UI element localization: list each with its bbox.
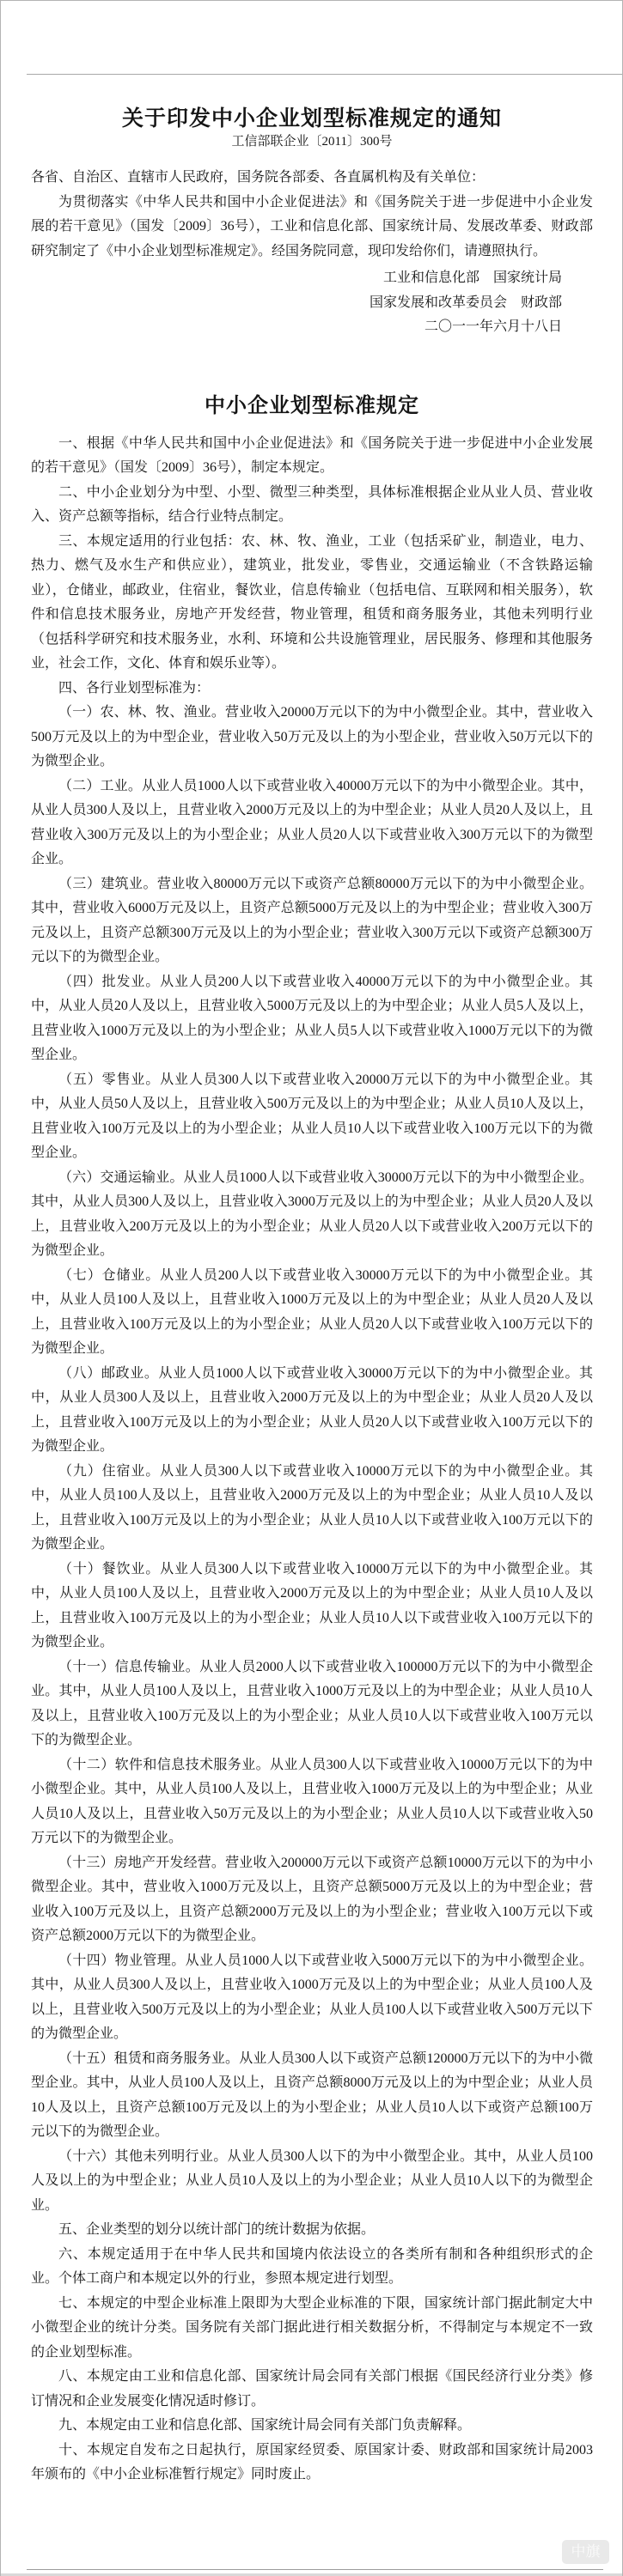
regulation-title: 中小企业划型标准规定 (205, 394, 419, 417)
regulation-paragraph: 二、中小企业划分为中型、小型、微型三种类型，具体标准根据企业从业人员、营业收入、资产总额等指标，结合行业特点制定。 (31, 484, 593, 524)
regulation-paragraph: （一）农、林、牧、渔业。营业收入20000万元以下的为中小微型企业。其中，营业收入500万元及以上的为中型企业，营业收入50万元及以上的为小型企业，营业收入50万元以下的为微型企业。 (31, 705, 593, 769)
preamble-paragraph: 为贯彻落实《中华人民共和国中小企业促进法》和《国务院关于进一步促进中小企业发展的若干意见》（国发〔2009〕36号），工业和信息化部、国家统计局、发展改革委、财政部研究制定了《中小企业划型标准规定》。经国务院同意，现印发给你们，请遵照执行。 (31, 194, 593, 258)
regulation-paragraph: 一、根据《中华人民共和国中小企业促进法》和《国务院关于进一步促进中小企业发展的若干意见》（国发〔2009〕36号），制定本规定。 (31, 435, 593, 475)
regulation-paragraph: 五、企业类型的划分以统计部门的统计数据为依据。 (58, 2222, 376, 2237)
regulation-paragraph: （六）交通运输业。从业人员1000人以下或营业收入30000万元以下的为中小微型企业。其中，从业人员300人及以上，且营业收入3000万元及以上的为中型企业；从业人员20人及以上，且营业收入200万元及以上的为小型企业；从业人员20人以下或营业收入200万元以下的为微型企业。 (31, 1170, 593, 1258)
regulation-paragraph: 十、本规定自发布之日起执行，原国家经贸委、原国家计委、财政部和国家统计局2003年颁布的《中小企业标准暂行规定》同时废止。 (31, 2442, 593, 2482)
footer-rule (27, 2569, 603, 2570)
regulation-paragraph: （十五）租赁和商务服务业。从业人员300人以下或资产总额120000万元以下的为中小微型企业。其中，从业人员100人及以上，且资产总额8000万元及以上的为中型企业；从业人员10人及以上，且资产总额100万元及以上的为小型企业；从业人员10人以下或资产总额100万元以下的为微型企业。 (31, 2050, 593, 2139)
regulation-paragraph: 八、本规定由工业和信息化部、国家统计局会同有关部门根据《国民经济行业分类》修订情况和企业发展变化情况适时修订。 (31, 2369, 593, 2409)
regulation-paragraph: （三）建筑业。营业收入80000万元以下或资产总额80000万元以下的为中小微型企业。其中，营业收入6000万元及以上，且资产总额5000万元及以上的为中型企业；营业收入300万元及以上，且资产总额300万元及以上的为小型企业；营业收入300万元以下或资产总额300万元以下的为微型企业。 (31, 876, 593, 964)
regulation-paragraph: （十一）信息传输业。从业人员2000人以下或营业收入100000万元以下的为中小微型企业。其中，从业人员100人及以上，且营业收入1000万元及以上的为中型企业；从业人员10人及以上，且营业收入100万元及以上的为小型企业；从业人员10人以下或营业收入100万元以下的为微型企业。 (31, 1659, 593, 1747)
regulation-paragraph: （二）工业。从业人员1000人以下或营业收入40000万元以下的为中小微型企业。其中，从业人员300人及以上，且营业收入2000万元及以上的为中型企业；从业人员20人及以上，且营业收入300万元及以上的为小型企业；从业人员20人以下或营业收入300万元以下的为微型企业。 (31, 778, 593, 866)
regulation-paragraph: （十三）房地产开发经营。营业收入200000万元以下或资产总额10000万元以下的为中小微型企业。其中，营业收入1000万元及以上，且资产总额5000万元及以上的为中型企业；营业收入100万元及以上，且资产总额2000万元及以上的为小型企业；营业收入100万元以下或资产总额2000万元以下的为微型企业。 (31, 1855, 593, 1943)
regulation-paragraph: 四、各行业划型标准为： (58, 680, 211, 696)
signature-line: 二〇一一年六月十八日 (424, 319, 562, 334)
salutation: 各省、自治区、直辖市人民政府，国务院各部委、各直属机构及有关单位： (31, 170, 486, 185)
regulation-paragraph: （九）住宿业。从业人员300人以下或营业收入10000万元以下的为中小微型企业。其中，从业人员100人及以上，且营业收入2000万元及以上的为中型企业；从业人员10人及以上，且营业收入100万元及以上的为小型企业；从业人员10人以下或营业收入100万元以下的为微型企业。 (31, 1463, 593, 1552)
regulation-paragraph: （十四）物业管理。从业人员1000人以下或营业收入5000万元以下的为中小微型企业。其中，从业人员300人及以上，且营业收入1000万元及以上的为中型企业；从业人员100人及以上，且营业收入500万元及以上的为小型企业；从业人员100人以下或营业收入500万元以下的为微型企业。 (31, 1953, 593, 2041)
regulation-paragraph: （十）餐饮业。从业人员300人以下或营业收入10000万元以下的为中小微型企业。其中，从业人员100人及以上，且营业收入2000万元及以上的为中型企业；从业人员10人及以上，且营业收入100万元及以上的为小型企业；从业人员10人以下或营业收入100万元以下的为微型企业。 (31, 1561, 593, 1649)
watermark-badge: 中旗 (562, 2540, 609, 2564)
signature-line: 工业和信息化部 国家统计局 (382, 270, 562, 285)
regulation-paragraph: （七）仓储业。从业人员200人以下或营业收入30000万元以下的为中小微型企业。其中，从业人员100人及以上，且营业收入1000万元及以上的为中型企业；从业人员20人及以上，且营业收入100万元及以上的为小型企业；从业人员20人以下或营业收入100万元以下的为微型企业。 (31, 1267, 593, 1356)
document-content (1, 1, 622, 2488)
regulation-paragraph: （十六）其他未列明行业。从业人员300人以下的为中小微型企业。其中，从业人员100人及以上的为中型企业；从业人员10人及以上的为小型企业；从业人员10人以下的为微型企业。 (31, 2148, 593, 2213)
regulation-paragraph: （五）零售业。从业人员300人以下或营业收入20000万元以下的为中小微型企业。其中，从业人员50人及以上，且营业收入500万元及以上的为中型企业；从业人员10人及以上，且营业收入100万元及以上的为小型企业；从业人员10人以下或营业收入100万元以下的为微型企业。 (31, 1072, 593, 1160)
document-number: 工信部联企业〔2011〕300号 (231, 135, 393, 149)
regulation-paragraph: 六、本规定适用于在中华人民共和国境内依法设立的各类所有制和各种组织形式的企业。个体工商户和本规定以外的行业，参照本规定进行划型。 (31, 2246, 593, 2286)
regulation-paragraph: 九、本规定由工业和信息化部、国家统计局会同有关部门负责解释。 (58, 2418, 472, 2433)
regulation-paragraph: （十二）软件和信息技术服务业。从业人员300人以下或营业收入10000万元以下的为中小微型企业。其中，从业人员100人及以上，且营业收入1000万元及以上的为中型企业；从业人员10人及以上，且营业收入50万元及以上的为小型企业；从业人员10人以下或营业收入50万元以下的为微型企业。 (31, 1757, 593, 1845)
regulation-paragraph: 三、本规定适用的行业包括：农、林、牧、渔业，工业（包括采矿业，制造业，电力、热力、燃气及水生产和供应业），建筑业，批发业，零售业，交通运输业（不含铁路运输业），仓储业，邮政业，住宿业，餐饮业，信息传输业（包括电信、互联网和相关服务），软件和信息技术服务业，房地产开发经营，物业管理，租赁和商务服务业，其他未列明行业（包括科学研究和技术服务业，水利、环境和公共设施管理业，居民服务、修理和其他服务业，社会工作，文化、体育和娱乐业等）。 (31, 533, 593, 671)
signature-block (31, 266, 593, 340)
notice-title: 关于印发中小企业划型标准规定的通知 (121, 107, 502, 131)
regulation-paragraph: （四）批发业。从业人员200人以下或营业收入40000万元以下的为中小微型企业。其中，从业人员20人及以上，且营业收入5000万元及以上的为中型企业；从业人员5人及以上，且营业收入1000万元及以上的为小型企业；从业人员5人以下或营业收入1000万元以下的为微型企业。 (31, 974, 593, 1062)
header-rule (27, 74, 622, 75)
signature-line: 国家发展和改革委员会 财政部 (369, 295, 562, 310)
regulation-paragraph: （八）邮政业。从业人员1000人以下或营业收入30000万元以下的为中小微型企业。其中，从业人员300人及以上，且营业收入2000万元及以上的为中型企业；从业人员20人及以上，且营业收入100万元及以上的为小型企业；从业人员20人以下或营业收入100万元以下的为微型企业。 (31, 1365, 593, 1454)
regulation-paragraph: 七、本规定的中型企业标准上限即为大型企业标准的下限，国家统计部门据此制定大中小微型企业的统计分类。国务院有关部门据此进行相关数据分析，不得制定与本规定不一致的企业划型标准。 (31, 2295, 593, 2360)
regulation-body (31, 432, 593, 2488)
